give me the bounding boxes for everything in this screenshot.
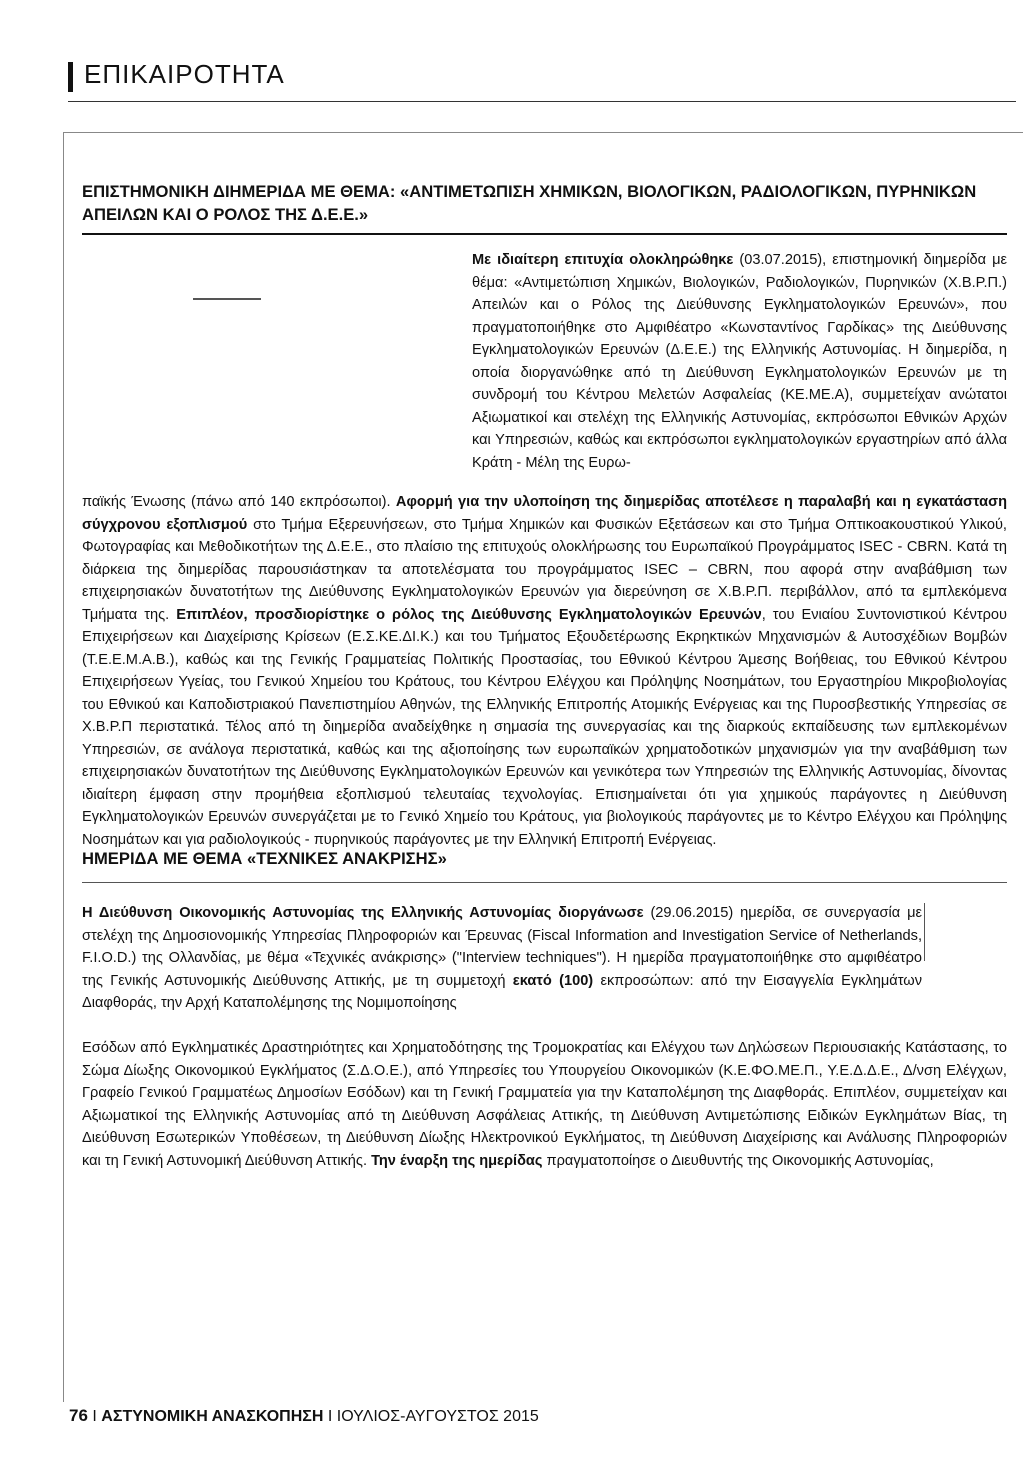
publication-name: ΑΣΤΥΝΟΜΙΚΗ ΑΝΑΣΚΟΠΗΣΗ [101, 1408, 324, 1425]
article2-paragraph-2 [82, 1037, 1007, 1172]
article1-paragraph-1 [472, 249, 1007, 474]
emphasis-bold: Επιπλέον, προσδιορίστηκε ο ρόλος της Διεύθυνσης Εγκληματολογικών Ερευνών [176, 606, 762, 623]
article2-title-rule [82, 882, 1007, 883]
section-title: ΕΠΙΚΑΙΡΟΤΗΤΑ [84, 59, 285, 89]
header-rule [68, 101, 1016, 102]
emphasis-bold: Την έναρξη της ημερίδας [371, 1152, 543, 1169]
vertical-rule [924, 903, 925, 961]
text: , του Ενιαίου Συντονιστικού Κέντρου Επιχειρήσεων και Διαχείρισης Κρίσεων (Ε.Σ.ΚΕ.ΔΙ.Κ.) και του Τμήματος Εξουδετέρωσης Εκρηκτικών Μηχανισμών & Αυτοσχέδιων Βομβών (Τ.Ε.Ε.Μ.Α.Β.), καθώς και της Γενικής Γραμματείας Πολιτικής Προστασίας, του Εθνικού Κέντρου Άμεσης Βοήθειας, του Εθνικού Κέντρου Επιχειρήσεων Υγείας, του Γενικού Χημείου του Κράτους, του Κέντρου Ελέγχου και Πρόληψης Νοσημάτων, του Εργαστηρίου Μικροβιολογίας του Εθνικού και Καποδιστριακού Πανεπιστημίου Αθηνών, της Ελληνικής Επιτροπής Ατομικής Ενέργειας και της Πυροσβεστικής Υπηρεσίας σε Χ.Β.Ρ.Π περιστατικά. Τέλος από τη διημερίδα αναδείχθηκε η σημασία της συνεργασίας και της διαρκούς εκπαίδευσης των εμπλεκομένων Υπηρεσιών, σε ανάλογα περιστατικά, καθώς και της αξιοποίησης των ευρωπαϊκών χρηματοδοτικών μηχανισμών για την αναβάθμιση των επιχειρησιακών δυνατοτήτων της Διεύθυνσης Εγκληματολογικών Ερευνών και γενικότερα των Υπηρεσιών της Ελληνικής Αστυνομίας, δίνοντας ιδιαίτερη έμφαση στην προμήθεια εξοπλισμού τελευταίας τεχνολογίας. Επισημαίνεται ότι για χημικούς παράγοντες η Διεύθυνση Εγκληματολογικών Ερευνών συνεργάζεται με το Γενικό Χημείο του Κράτους, για βιολογικούς παράγοντες με το Κέντρο Ελέγχου και Πρόληψης Νοσημάτων και για ραδιολογικούς - πυρηνικούς παράγοντες με την Ελληνική Επιτροπή Ενέργειας. [82, 606, 1007, 848]
text: (03.07.2015), επιστημονική διημερίδα με θέμα: «Αντιμετώπιση Χημικών, Βιολογικών, Ραδιολογικών, Πυρηνικών (Χ.Β.Ρ.Π.) Απειλών και ο Ρόλος της Διεύθυνσης Εγκληματολογικών Ερευνών», που πραγματοποιήθηκε στο Αμφιθέατρο «Κωνσταντίνος Γαρδίκας» της Διεύθυνσης Εγκληματολογικών Ερευνών (Δ.Ε.Ε.) της Ελληνικής Αστυνομίας. Η διημερίδα, η οποία διοργανώθηκε από τη Διεύθυνση Εγκληματολογικών Ερευνών με τη συνδρομή του Κέντρου Μελετών Ασφαλείας (ΚΕ.ΜΕ.Α), συμμετείχαν ανώτατοι Αξιωματικοί και στελέχη της Ελληνικής Αστυνομίας, εκπρόσωποι Εθνικών Αρχών και Υπηρεσιών, καθώς και εκπρόσωποι εγκληματολογικών εργαστηρίων από άλλα Κράτη - Μέλη της Ευρω- [472, 252, 1007, 471]
footer-separator: I [327, 1408, 333, 1425]
frame-top-line [63, 132, 1023, 133]
text: (29.06.2015) ημερίδα, σε συνεργασία με στελέχη της Δημοσιονομικής Υπηρεσίας Πληροφοριών και Έρευνας (Fiscal Information and Investigation Service of Netherlands, F.I.O.D.) της Ολλανδίας, με θέμα «Τεχνικές ανάκρισης» ("Interview techniques"). Η ημερίδα πραγματοποιήθηκε στο αμφιθέατρο της Γενικής Αστυνομικής Διεύθυνσης Αττικής, με τη συμμετοχή [82, 905, 922, 989]
text: πραγματοποίησε ο Διευθυντής της Οικονομικής Αστυνομίας, [542, 1152, 934, 1169]
lead-bold: Η Διεύθυνση Οικονομικής Αστυνομίας της Ελληνικής Αστυνομίας διοργάνωσε [82, 905, 644, 921]
article1-title-rule [82, 233, 1007, 235]
article1-title: ΕΠΙΣΤΗΜΟΝΙΚΗ ΔΙΗΜΕΡΙΔΑ ΜΕ ΘΕΜΑ: «ΑΝΤΙΜΕΤΩΠΙΣΗ ΧΗΜΙΚΩΝ, ΒΙΟΛΟΓΙΚΩΝ, ΡΑΔΙΟΛΟΓΙΚΩΝ, ΠΥΡΗΝΙΚΩΝ ΑΠΕΙΛΩΝ ΚΑΙ Ο ΡΟΛΟΣ ΤΗΣ Δ.Ε.Ε.» [82, 182, 977, 224]
footer-separator: I [92, 1408, 97, 1425]
text: εκπροσώπων: από την Εισαγγελία Εγκλημάτων Διαφθοράς, την Αρχή Καταπολέμησης της Νομιμοποίησης [82, 972, 922, 1011]
text: Εσόδων από Εγκληματικές Δραστηριότητες και Χρηματοδότησης της Τρομοκρατίας και Ελέγχου των Δηλώσεων Περιουσιακής Κατάστασης, το Σώμα Δίωξης Οικονομικού Εγκλήματος (Σ.Δ.Ο.Ε.), από Υπηρεσίες του Υπουργείου Οικονομικών (Κ.Ε.ΦΟ.ΜΕ.Π., Υ.Ε.Δ.Δ.Ε., Δ/νση Ελέγχων, Γραφείο Γενικού Γραμματέως Δημοσίων Εσόδων) και τη Γενική Γραμματεία για την Καταπολέμηση της Διαφθοράς. Επιπλέον, συμμετείχαν και Αξιωματικοί της Ελληνικής Αστυνομίας από τη Διεύθυνση Ασφάλειας Αττικής, τη Διεύθυνση Αντιμετώπισης Ειδικών Εγκλημάτων Βίας, τη Διεύθυνση Εσωτερικών Υποθέσεων, τη Διεύθυνση Δίωξης Ηλεκτρονικού Εγκλήματος, τη Διεύθυνση Διαχείρισης και Ανάλυσης Πληροφοριών και τη Γενική Αστυνομική Διεύθυνση Αττικής. [82, 1040, 1007, 1169]
text: παϊκής Ένωσης (πάνω από 140 εκπρόσωποι). [82, 494, 396, 510]
decorative-rule [193, 298, 261, 300]
emphasis-bold: Αφορμή για την υλοποίηση της διημερίδας αποτέλεσε η παραλαβή και η εγκατάσταση σύγχρονου εξοπλισμού [82, 494, 1007, 533]
issue-date: ΙΟΥΛΙΟΣ-ΑΥΓΟΥΣΤΟΣ 2015 [336, 1408, 539, 1425]
text: στο Τμήμα Εξερευνήσεων, στο Τμήμα Χημικών και Φυσικών Εξετάσεων και στο Τμήμα Οπτικοακουστικού Υλικού, Φωτογραφίας και Μεθοδικοτήτων της Δ.Ε.Ε., στο πλαίσιο της επιτυχούς ολοκλήρωσης του Ευρωπαϊκού Προγράμματος ISEC - CBRN. Κατά τη διάρκεια της διημερίδας παρουσιάστηκαν τα αποτελέσματα του προγράμματος ISEC – CBRN, που αφορά στην αναβάθμιση των επιχειρησιακών δυνατοτήτων της Διεύθυνσης Εγκληματολογικών Ερευνών για διερεύνηση σε Χ.Β.Ρ.Π. περιβάλλον, από τα εμπλεκόμενα Τμήματα της. [82, 516, 1007, 623]
page-footer [69, 1406, 539, 1426]
page-number: 76 [69, 1406, 88, 1425]
article1-paragraph-2 [82, 491, 1007, 851]
emphasis-bold: εκατό (100) [512, 972, 594, 989]
section-bar [68, 62, 73, 92]
article2-paragraph-1 [82, 902, 922, 1015]
lead-bold: Με ιδιαίτερη επιτυχία ολοκληρώθηκε [472, 252, 734, 268]
frame-left-line [63, 132, 64, 1402]
article2-title: ΗΜΕΡΙΔΑ ΜΕ ΘΕΜΑ «ΤΕΧΝΙΚΕΣ ΑΝΑΚΡΙΣΗΣ» [82, 849, 447, 868]
